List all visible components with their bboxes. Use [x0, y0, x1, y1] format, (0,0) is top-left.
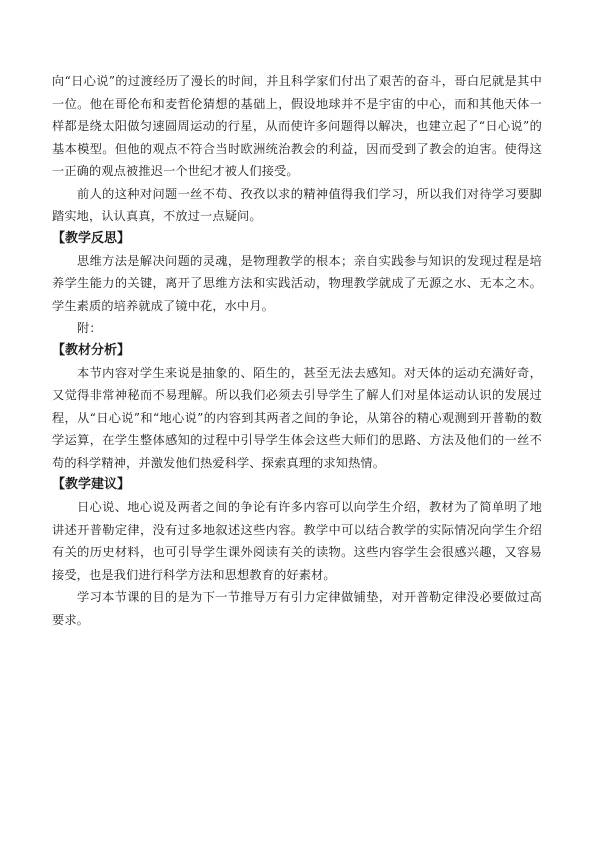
paragraph-teaching-suggestion: 日心说、地心说及两者之间的争论有许多内容可以向学生介绍，教材为了简单明了地讲述开普勒定律，没有过多地叙述这些内容。教学中可以结合教学的实际情况向学生介绍有关的历史材料，也可引导学生课外阅读有关的读物。这些内容学生会很感兴趣，又容易接受，也是我们进行科学方法和思想教育的好素材。 [52, 500, 542, 582]
paragraph-teaching-reflection: 思维方法是解决问题的灵魂，是物理教学的根本；亲自实践参与知识的发现过程是培养学生能力的关键，离开了思维方法和实践活动，物理教学就成了无源之水、无本之木。学生素质的培养就成了镜中花，水中月。 [52, 253, 542, 313]
paragraph-scientific-spirit: 前人的这种对问题一丝不苟、孜孜以求的精神值得我们学习，所以我们对待学习要脚踏实地，认认真真，不放过一点疑问。 [52, 186, 542, 223]
paragraph-textbook-analysis: 本节内容对学生来说是抽象的、陌生的，甚至无法去感知。对天体的运动充满好奇，又觉得非常神秘而不易理解。所以我们必须去引导学生了解人们对星体运动认识的发展过程，从“日心说”和“地心说”的内容到其两者之间的争论，从第谷的精心观测到开普勒的数学运算，在学生整体感知的过程中引导学生体会这些大师们的思路、方法及他们的一丝不苟的科学精神，并激发他们热爱科学、探索真理的求知热情。 [52, 365, 542, 470]
document-page [52, 70, 542, 631]
paragraph-heliocentric-history: 向“日心说”的过渡经历了漫长的时间，并且科学家们付出了艰苦的奋斗，哥白尼就是其中一位。他在哥伦布和麦哲伦猜想的基础上，假设地球并不是宇宙的中心，而和其他天体一样都是绕太阳做匀速圆周运动的行星，从而使许多问题得以解决，也建立起了“日心说”的基本模型。但他的观点不符合当时欧洲统治教会的利益，因而受到了教会的迫害。使得这一正确的观点被推迟一个世纪才被人们接受。 [52, 74, 542, 178]
heading-teaching-reflection: 【教学反思】 [52, 230, 131, 246]
paragraph-lesson-purpose: 学习本节课的目的是为下一节推导万有引力定律做铺垫，对开普勒定律没必要做过高要求。 [52, 590, 542, 627]
heading-textbook-analysis: 【教材分析】 [52, 342, 131, 358]
heading-teaching-suggestion: 【教学建议】 [52, 477, 131, 492]
paragraph-appendix-label: 附： [77, 321, 102, 335]
